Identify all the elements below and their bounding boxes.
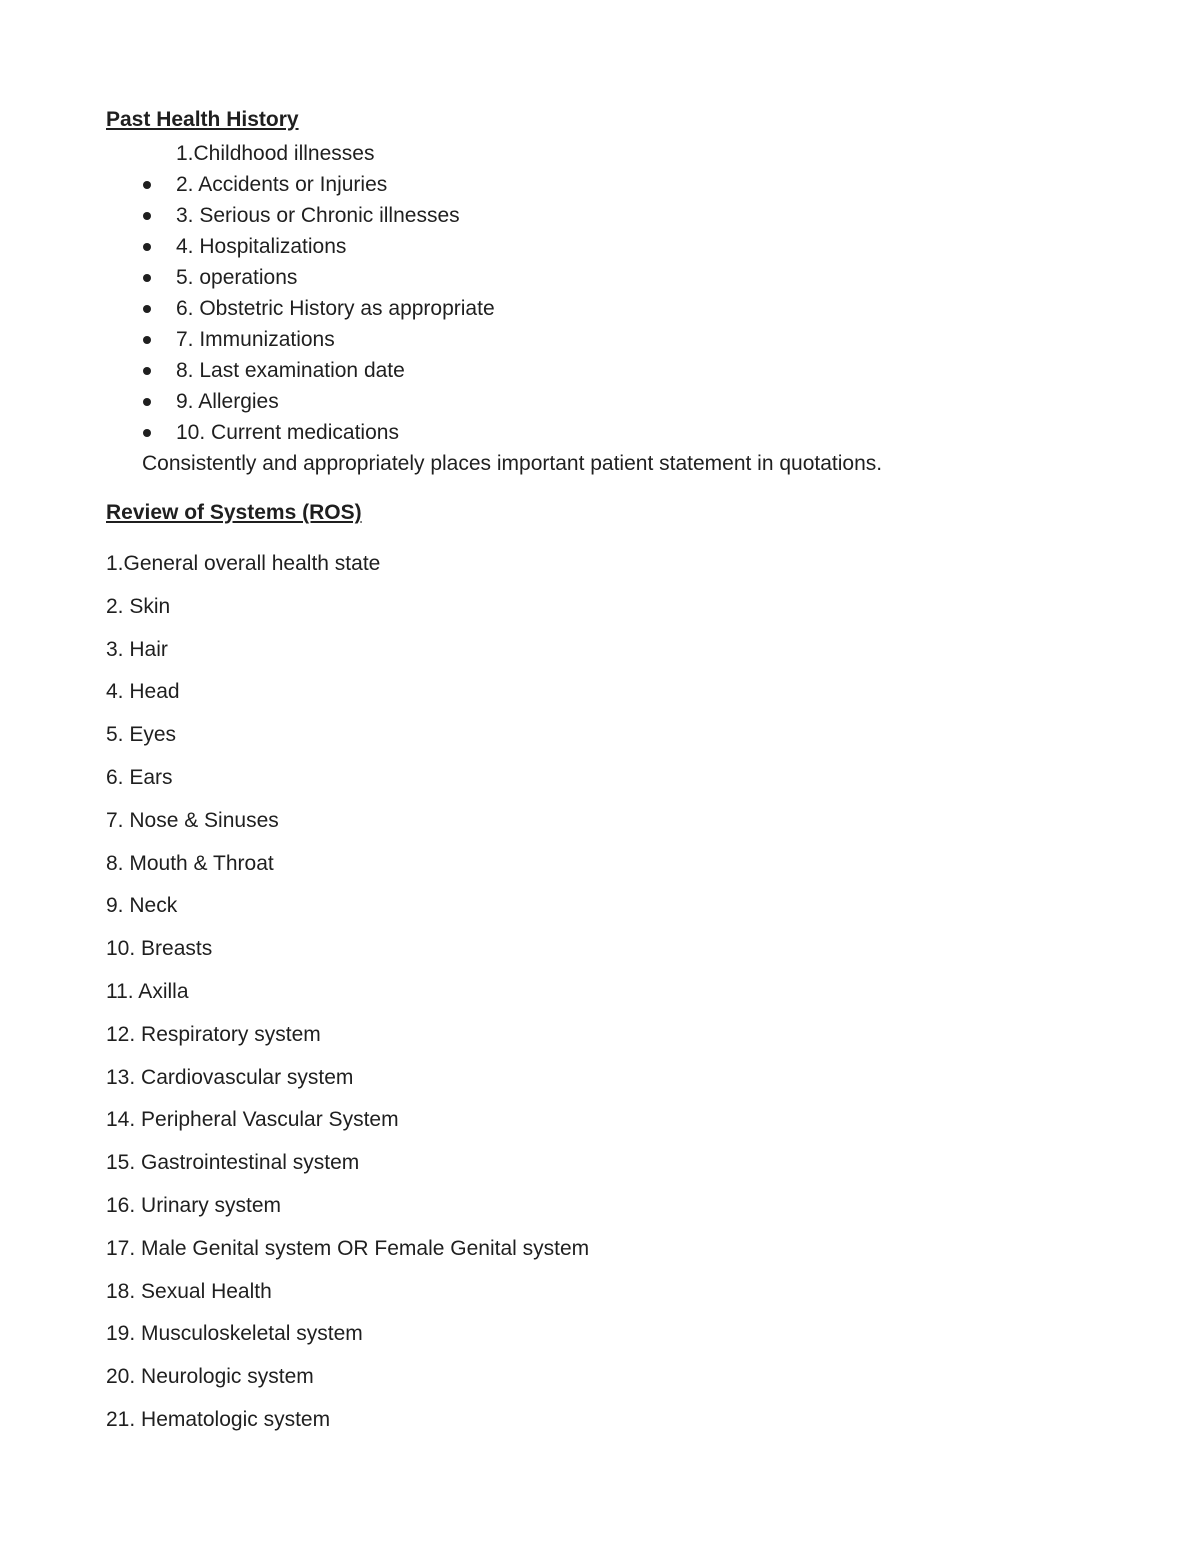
list-item: 11. Axilla	[106, 979, 189, 1003]
list-item: 13. Cardiovascular system	[106, 1065, 354, 1089]
quotation-note: Consistently and appropriately places important patient statement in quotations.	[142, 452, 883, 475]
list-item-text: 4. Hospitalizations	[176, 235, 347, 258]
list-item-text: 3. Serious or Chronic illnesses	[176, 204, 460, 227]
list-item: 7. Nose & Sinuses	[106, 808, 279, 832]
bullet-icon	[143, 398, 151, 406]
list-item-text: 10. Current medications	[176, 421, 399, 444]
list-item: 2. Skin	[106, 594, 171, 618]
list-item: 15. Gastrointestinal system	[106, 1151, 360, 1175]
list-item-text: 7. Immunizations	[176, 328, 335, 351]
review-of-systems-heading: Review of Systems (ROS)	[106, 501, 362, 524]
review-of-systems-list	[106, 548, 589, 1447]
bullet-icon	[143, 367, 151, 375]
list-item: 1.General overall health state	[106, 552, 381, 575]
list-item: 10. Breasts	[106, 937, 213, 961]
list-item-text: 1.Childhood illnesses	[176, 142, 375, 165]
list-item: 4. Head	[106, 680, 180, 704]
list-item-text: 6. Obstetric History as appropriate	[176, 297, 495, 320]
list-item: 9. Neck	[106, 894, 178, 918]
list-item-text: 5. operations	[176, 266, 298, 289]
bullet-icon	[143, 181, 151, 189]
list-item: 20. Neurologic system	[106, 1365, 314, 1389]
list-item-text: 9. Allergies	[176, 390, 279, 413]
list-item: 16. Urinary system	[106, 1193, 282, 1217]
list-item: 8. Mouth & Throat	[106, 851, 274, 875]
list-item: 12. Respiratory system	[106, 1022, 321, 1046]
past-health-history-heading: Past Health History	[106, 108, 299, 131]
bullet-icon	[143, 429, 151, 437]
list-item: 17. Male Genital system OR Female Genital system	[106, 1236, 590, 1260]
list-item: 6. Ears	[106, 765, 173, 789]
bullet-icon	[143, 336, 151, 344]
list-item: 14. Peripheral Vascular System	[106, 1108, 399, 1132]
list-item: 5. Eyes	[106, 723, 177, 747]
list-item-text: 8. Last examination date	[176, 359, 405, 382]
list-item: 18. Sexual Health	[106, 1279, 272, 1303]
list-item: 21. Hematologic system	[106, 1407, 331, 1431]
bullet-icon	[143, 274, 151, 282]
bullet-icon	[143, 212, 151, 220]
bullet-icon	[143, 305, 151, 313]
list-item: 19. Musculoskeletal system	[106, 1322, 363, 1346]
list-item-text: 2. Accidents or Injuries	[176, 173, 388, 196]
bullet-icon	[143, 243, 151, 251]
list-item: 3. Hair	[106, 637, 168, 661]
